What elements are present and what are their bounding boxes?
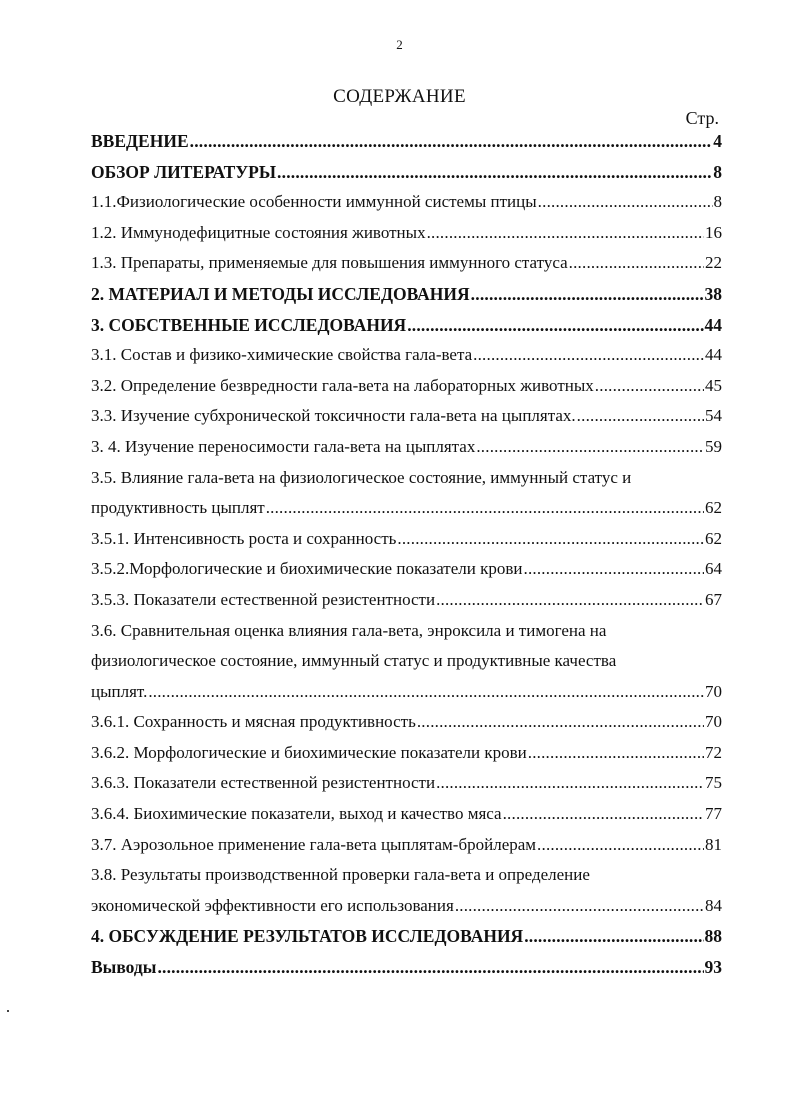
toc-entry xyxy=(91,279,722,310)
toc-entry xyxy=(91,432,722,463)
toc-entry-title: 1.1.Физиологические особенности иммунной системы птицы xyxy=(91,192,537,212)
toc-entry xyxy=(91,585,722,616)
toc-entry-page: 44 xyxy=(704,314,722,335)
toc-entry-page: 8 xyxy=(713,161,722,182)
page-column-label: Стр. xyxy=(685,108,719,128)
toc-entry-title: 3.5.3. Показатели естественной резистентности xyxy=(91,589,436,609)
toc-entry-title: 3.7. Аэрозольное применение гала-вета цыплятам-бройлерам xyxy=(91,834,537,854)
toc-entry xyxy=(91,371,722,402)
toc-dot-leader xyxy=(148,677,704,708)
toc-entry xyxy=(91,646,722,677)
toc-dot-leader xyxy=(577,401,704,432)
toc-entry xyxy=(91,157,722,188)
toc-entry-page: 75 xyxy=(705,773,722,793)
toc-entry-page: 8 xyxy=(713,192,722,212)
toc-dot-leader xyxy=(397,524,704,555)
toc-entry-title: ВВЕДЕНИЕ xyxy=(91,131,189,151)
toc-entry-page: 77 xyxy=(705,804,722,824)
toc-dot-leader xyxy=(427,218,704,249)
toc-dot-leader xyxy=(528,738,704,769)
toc-entry xyxy=(91,768,722,799)
toc-entry xyxy=(91,218,722,249)
toc-entry-title: 3.6.3. Показатели естественной резистентности xyxy=(91,773,436,793)
toc-dot-leader xyxy=(455,891,704,922)
toc-dot-leader xyxy=(569,248,704,279)
toc-entry-page: 72 xyxy=(705,742,722,762)
toc-entry xyxy=(91,340,722,371)
toc-entry-page: 4 xyxy=(713,131,722,151)
toc-dot-leader xyxy=(436,768,704,799)
toc-entry-page: 70 xyxy=(705,712,722,732)
toc-dot-leader xyxy=(503,799,704,830)
toc-dot-leader xyxy=(524,554,705,585)
toc-entry xyxy=(91,738,722,769)
toc-entry-title: ОБЗОР ЛИТЕРАТУРЫ xyxy=(91,161,277,182)
toc-entry-page: 16 xyxy=(705,222,722,242)
toc-entry-page: 70 xyxy=(705,681,722,701)
toc-dot-leader xyxy=(266,493,704,524)
toc-entry-title: 3.6.4. Биохимические показатели, выход и качество мяса xyxy=(91,804,502,824)
toc-dot-leader xyxy=(537,830,704,861)
toc-entry xyxy=(91,187,722,218)
toc-entry-page: 38 xyxy=(704,283,722,304)
page-number: 2 xyxy=(396,37,403,52)
toc-entry-title: продуктивность цыплят xyxy=(91,498,265,518)
toc-dot-leader xyxy=(595,371,704,402)
toc-entry-title: 3.2. Определение безвредности гала-вета на лабораторных животных xyxy=(91,375,594,395)
toc-entry xyxy=(91,126,722,157)
toc-entry-title: 3. 4. Изучение переносимости гала-вета на цыплятах xyxy=(91,436,476,456)
toc-entry-title: 3.6.2. Морфологические и биохимические показатели крови xyxy=(91,742,527,762)
toc-entry-title: 1.2. Иммунодефицитные состояния животных xyxy=(91,222,426,242)
toc-entry-title: 3.8. Результаты производственной проверки гала-вета и определение xyxy=(91,865,590,885)
toc-entry xyxy=(91,891,722,922)
toc-dot-leader xyxy=(436,585,704,616)
toc-entry-page: 84 xyxy=(705,895,722,915)
toc-entry-title: 3.6. Сравнительная оценка влияния гала-вета, энроксила и тимогена на xyxy=(91,620,607,640)
table-of-contents xyxy=(91,126,722,983)
toc-dot-leader xyxy=(190,126,713,157)
toc-entry-title: экономической эффективности его использования xyxy=(91,895,454,915)
toc-entry-page: 64 xyxy=(705,559,722,579)
toc-entry-page: 88 xyxy=(704,926,722,947)
toc-entry xyxy=(91,677,722,708)
toc-entry-title: 4. ОБСУЖДЕНИЕ РЕЗУЛЬТАТОВ ИССЛЕДОВАНИЯ xyxy=(91,926,524,947)
toc-entry-page: 62 xyxy=(705,498,722,518)
toc-title: СОДЕРЖАНИЕ xyxy=(333,86,466,107)
toc-entry-title: 1.3. Препараты, применяемые для повышения иммунного статуса xyxy=(91,253,568,273)
toc-dot-leader xyxy=(471,279,704,310)
toc-entry-title: 3.3. Изучение субхронической токсичности гала-вета на цыплятах. xyxy=(91,406,576,426)
toc-entry-page: 93 xyxy=(704,957,722,978)
toc-entry-page: 22 xyxy=(705,253,722,273)
toc-dot-leader xyxy=(538,187,713,218)
toc-entry-title: цыплят. xyxy=(91,681,148,701)
toc-entry xyxy=(91,860,722,891)
toc-entry-title: 3.5.1. Интенсивность роста и сохранность xyxy=(91,528,397,548)
toc-entry xyxy=(91,799,722,830)
toc-entry xyxy=(91,952,722,983)
toc-dot-leader xyxy=(476,432,704,463)
toc-entry xyxy=(91,707,722,738)
toc-entry-title: 3.1. Состав и физико-химические свойства гала-вета xyxy=(91,345,473,365)
toc-entry xyxy=(91,616,722,647)
toc-entry-page: 67 xyxy=(705,589,722,609)
toc-entry-title: 3.6.1. Сохранность и мясная продуктивность xyxy=(91,712,416,732)
toc-entry xyxy=(91,310,722,341)
toc-entry-title: 2. МАТЕРИАЛ И МЕТОДЫ ИССЛЕДОВАНИЯ xyxy=(91,283,470,304)
toc-entry-page: 62 xyxy=(705,528,722,548)
toc-dot-leader xyxy=(524,921,703,952)
toc-entry xyxy=(91,830,722,861)
toc-entry xyxy=(91,248,722,279)
toc-entry xyxy=(91,493,722,524)
toc-dot-leader xyxy=(473,340,704,371)
toc-entry-page: 59 xyxy=(705,436,722,456)
toc-entry-page: 44 xyxy=(705,345,722,365)
toc-entry-title: Выводы xyxy=(91,957,157,978)
toc-entry xyxy=(91,401,722,432)
toc-entry xyxy=(91,463,722,494)
toc-entry-title: физиологическое состояние, иммунный статус и продуктивные качества xyxy=(91,651,617,671)
toc-entry-title: 3. СОБСТВЕННЫЕ ИССЛЕДОВАНИЯ xyxy=(91,314,407,335)
toc-entry xyxy=(91,554,722,585)
toc-entry xyxy=(91,921,722,952)
toc-entry xyxy=(91,524,722,555)
toc-dot-leader xyxy=(157,952,703,983)
toc-dot-leader xyxy=(277,157,712,188)
toc-entry-title: 3.5. Влияние гала-вета на физиологическое состояние, иммунный статус и xyxy=(91,467,632,487)
toc-entry-page: 81 xyxy=(705,834,722,854)
toc-entry-title: 3.5.2.Морфологические и биохимические показатели крови xyxy=(91,559,523,579)
scan-speck xyxy=(7,1010,9,1012)
toc-entry-page: 54 xyxy=(705,406,722,426)
toc-dot-leader xyxy=(417,707,704,738)
toc-entry-page: 45 xyxy=(705,375,722,395)
toc-dot-leader xyxy=(407,310,703,341)
